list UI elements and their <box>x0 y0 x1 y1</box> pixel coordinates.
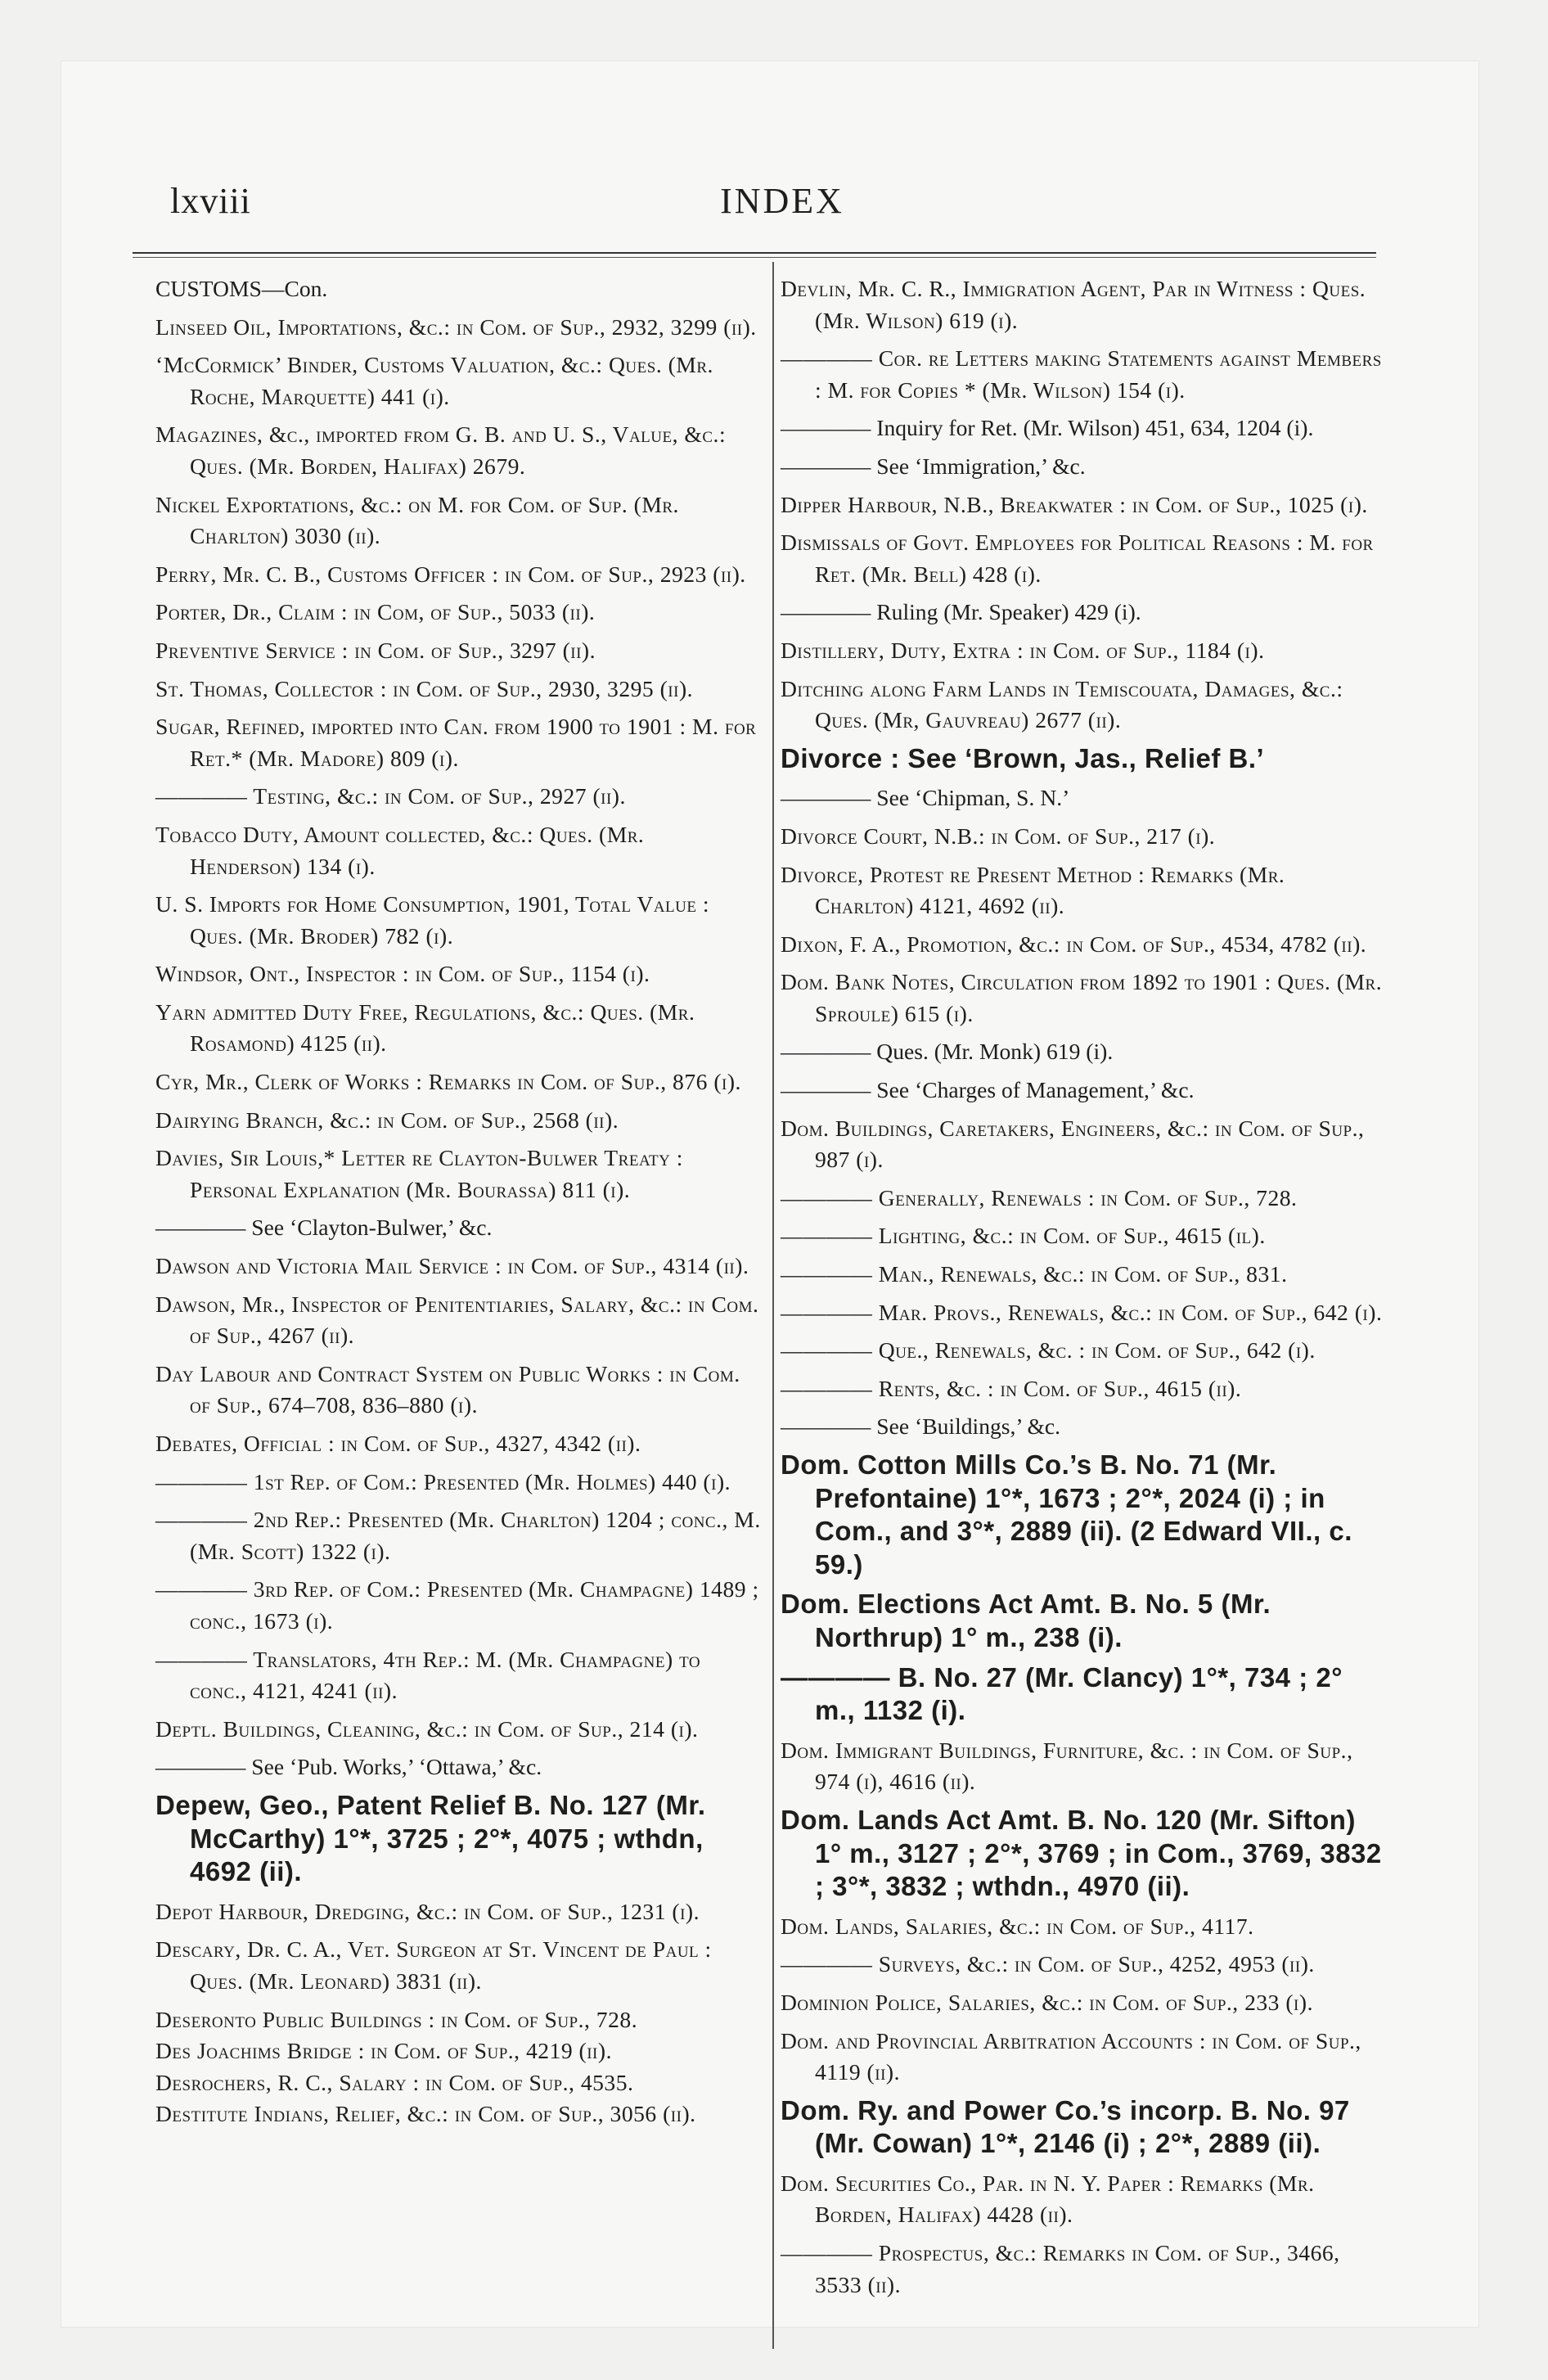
index-entry-divorce: Divorce : See ‘Brown, Jas., Relief B.’ <box>781 742 1265 773</box>
index-entry: Magazines, &c., imported from G. B. and U. S., Value, &c.: Ques. (Mr. Borden, Halifax) 2679. <box>155 421 727 479</box>
index-entry: Dipper Harbour, N.B., Breakwater : in Com. of Sup., 1025 (i). <box>781 491 1368 517</box>
index-subentry: ———— 1st Rep. of Com.: Presented (Mr. Holmes) 440 (i). <box>155 1468 731 1494</box>
index-entry: Yarn admitted Duty Free, Regulations, &c.: Ques. (Mr. Rosamond) 4125 (ii). <box>155 998 695 1057</box>
index-entry: Dawson and Victoria Mail Service : in Com. of Sup., 4314 (ii). <box>155 1253 749 1279</box>
index-entry: Linseed Oil, Importations, &c.: in Com. of Sup., 2932, 3299 (ii). <box>155 313 757 340</box>
running-title: INDEX <box>720 181 844 221</box>
index-entry: Dismissals of Govt. Employees for Political Reasons : M. for Ret. (Mr. Bell) 428 (i). <box>781 530 1374 587</box>
index-entry: Dom. Securities Co., Par. in N. Y. Paper : Remarks (Mr. Borden, Halifax) 4428 (ii). <box>781 2170 1315 2228</box>
page-header <box>170 180 1394 229</box>
index-subentry: ———— Mar. Provs., Renewals, &c.: in Com. of Sup., 642 (i). <box>781 1299 1383 1325</box>
index-subentry: ———— Surveys, &c.: in Com. of Sup., 4252, 4953 (ii). <box>781 1951 1315 1977</box>
header-rule <box>133 252 1376 254</box>
index-entry: Divorce Court, N.B.: in Com. of Sup., 217 (i). <box>781 823 1216 849</box>
index-entry: Dom. Lands, Salaries, &c.: in Com. of Sup., 4117. <box>781 1913 1254 1939</box>
index-entry: Cyr, Mr., Clerk of Works : Remarks in Com. of Sup., 876 (i). <box>155 1069 741 1095</box>
index-entry: Porter, Dr., Claim : in Com, of Sup., 5033 (ii). <box>155 599 596 625</box>
index-entry: Debates, Official : in Com. of Sup., 4327, 4342 (ii). <box>155 1431 641 1456</box>
index-entry: Depot Harbour, Dredging, &c.: in Com. of Sup., 1231 (i). <box>155 1898 700 1924</box>
index-subentry: ———— Testing, &c.: in Com. of Sup., 2927 (ii). <box>155 783 626 809</box>
index-entry-bill: Dom. Ry. and Power Co.’s incorp. B. No. 97 (Mr. Cowan) 1°*, 2146 (i) ; 2°*, 2889 (ii). <box>781 2094 1350 2159</box>
index-subentry: ———— Translators, 4th Rep.: M. (Mr. Champagne) to conc., 4121, 4241 (ii). <box>155 1646 701 1704</box>
index-entry: Dixon, F. A., Promotion, &c.: in Com. of Sup., 4534, 4782 (ii). <box>781 931 1367 957</box>
index-entry: Devlin, Mr. C. R., Immigration Agent, Par in Witness : Ques. (Mr. Wilson) 619 (i). <box>781 276 1366 333</box>
page-number: lxviii <box>170 181 251 221</box>
index-entry: Tobacco Duty, Amount collected, &c.: Ques. (Mr. Henderson) 134 (i). <box>155 821 645 879</box>
index-entry: Dom. Buildings, Caretakers, Engineers, &c.: in Com. of Sup., 987 (i). <box>781 1115 1365 1173</box>
index-entry: Divorce, Protest re Present Method : Remarks (Mr. Charlton) 4121, 4692 (ii). <box>781 861 1285 919</box>
index-entry: St. Thomas, Collector : in Com. of Sup., 2930, 3295 (ii). <box>155 675 694 701</box>
index-entry: Dawson, Mr., Inspector of Penitentiaries, Salary, &c.: in Com. of Sup., 4267 (ii). <box>155 1291 759 1349</box>
index-entry: Windsor, Ont., Inspector : in Com. of Sup., 1154 (i). <box>155 961 650 987</box>
index-subentry: ———— 3rd Rep. of Com.: Presented (Mr. Champagne) 1489 ; conc., 1673 (i). <box>155 1576 759 1634</box>
index-entry: Nickel Exportations, &c.: on M. for Com. of Sup. (Mr. Charlton) 3030 (ii). <box>155 491 679 549</box>
index-subentry: ———— See ‘Buildings,’ &c. <box>781 1413 1061 1440</box>
index-subentry: ———— Inquiry for Ret. (Mr. Wilson) 451, 634, 1204 (i). <box>781 415 1314 441</box>
index-subentry: ———— Lighting, &c.: in Com. of Sup., 4615 (il). <box>781 1223 1266 1249</box>
index-subentry: ———— 2nd Rep.: Presented (Mr. Charlton) 1204 ; conc., M. (Mr. Scott) 1322 (i). <box>155 1507 761 1564</box>
index-entry: ‘McCormick’ Binder, Customs Valuation, &c.: Ques. (Mr. Roche, Marquette) 441 (i). <box>155 352 713 409</box>
index-entry: Deptl. Buildings, Cleaning, &c.: in Com. of Sup., 214 (i). <box>155 1715 699 1742</box>
index-entry: Dom. and Provincial Arbitration Accounts : in Com. of Sup., 4119 (ii). <box>781 2027 1361 2085</box>
index-entry: Dom. Bank Notes, Circulation from 1892 to 1901 : Ques. (Mr. Sproule) 615 (i). <box>781 969 1383 1026</box>
index-entry-bill: Dom. Cotton Mills Co.’s B. No. 71 (Mr. Prefontaine) 1°*, 1673 ; 2°*, 2024 (i) ; in Com., and 3°*, 2889 (ii). (2 Edward VII., c. 59.) <box>781 1449 1352 1580</box>
index-entry-bill: Depew, Geo., Patent Relief B. No. 127 (Mr. McCarthy) 1°*, 3725 ; 2°*, 4075 ; wthdn, 4692 (ii). <box>155 1789 706 1887</box>
index-subentry: ———— Man., Renewals, &c.: in Com. of Sup., 831. <box>781 1261 1288 1287</box>
index-subentry: ———— Ruling (Mr. Speaker) 429 (i). <box>781 599 1141 625</box>
header-rule-thin <box>133 257 1376 258</box>
index-entry: Sugar, Refined, imported into Can. from 1900 to 1901 : M. for Ret.* (Mr. Madore) 809 (i). <box>155 714 757 771</box>
right-column <box>781 273 1386 2307</box>
index-subentry: ———— See ‘Pub. Works,’ ‘Ottawa,’ &c. <box>155 1754 542 1780</box>
index-entry-bill: Dom. Elections Act Amt. B. No. 5 (Mr. Northrup) 1° m., 238 (i). <box>781 1589 1271 1652</box>
index-entry: CUSTOMS—Con. <box>155 276 328 301</box>
index-entry: Davies, Sir Louis,* Letter re Clayton-Bulwer Treaty : Personal Explanation (Mr. Bourassa) 811 (i). <box>155 1145 683 1202</box>
index-subentry: ———— Prospectus, &c.: Remarks in Com. of Sup., 3466, 3533 (ii). <box>781 2240 1340 2297</box>
index-entry: Perry, Mr. C. B., Customs Officer : in Com. of Sup., 2923 (ii). <box>155 561 746 587</box>
index-entry: Desrochers, R. C., Salary : in Com. of Sup., 4535. <box>155 2069 634 2095</box>
index-entry: Descary, Dr. C. A., Vet. Surgeon at St. Vincent de Paul : Ques. (Mr. Leonard) 3831 (ii). <box>155 1936 712 1994</box>
index-entry-bill: Dom. Lands Act Amt. B. No. 120 (Mr. Sifton) 1° m., 3127 ; 2°*, 3769 ; in Com., 3769, 3832 ; 3°*, 3832 ; wthdn., 4970 (ii). <box>781 1804 1382 1902</box>
index-subentry: ———— Rents, &c. : in Com. of Sup., 4615 (ii). <box>781 1375 1242 1401</box>
index-entry: Dominion Police, Salaries, &c.: in Com. of Sup., 233 (i). <box>781 1989 1313 2015</box>
index-subentry: ———— Generally, Renewals : in Com. of Sup., 728. <box>781 1184 1298 1210</box>
index-subentry-bill: ———— B. No. 27 (Mr. Clancy) 1°*, 734 ; 2° m., 1132 (i). <box>781 1661 1343 1726</box>
index-subentry: ———— See ‘Clayton-Bulwer,’ &c. <box>155 1215 493 1241</box>
index-entry: Des Joachims Bridge : in Com. of Sup., 4219 (ii). <box>155 2038 612 2064</box>
index-subentry: ———— See ‘Charges of Management,’ &c. <box>781 1077 1195 1103</box>
index-entry: Preventive Service : in Com. of Sup., 3297 (ii). <box>155 637 596 663</box>
index-entry: U. S. Imports for Home Consumption, 1901, Total Value : Ques. (Mr. Broder) 782 (i). <box>155 891 710 949</box>
left-column <box>155 273 761 2137</box>
index-entry: Dom. Immigrant Buildings, Furniture, &c. : in Com. of Sup., 974 (i), 4616 (ii). <box>781 1737 1353 1795</box>
index-entry: Ditching along Farm Lands in Temiscouata, Damages, &c.: Ques. (Mr, Gauvreau) 2677 (ii). <box>781 675 1343 733</box>
index-subentry: ———— See ‘Immigration,’ &c. <box>781 453 1086 479</box>
column-divider <box>772 262 774 2349</box>
index-entry: Distillery, Duty, Extra : in Com. of Sup., 1184 (i). <box>781 637 1265 663</box>
index-entry: Dairying Branch, &c.: in Com. of Sup., 2568 (ii). <box>155 1107 619 1133</box>
index-subentry: ———— Que., Renewals, &c. : in Com. of Sup., 642 (i). <box>781 1337 1316 1364</box>
index-subentry: ———— Cor. re Letters making Statements against Members : M. for Copies * (Mr. Wilson) 154 (i). <box>781 345 1382 403</box>
index-subentry: ———— Ques. (Mr. Monk) 619 (i). <box>781 1039 1114 1065</box>
index-entry: Day Labour and Contract System on Public Works : in Com. of Sup., 674–708, 836–880 (i). <box>155 1360 740 1418</box>
index-entry: Deseronto Public Buildings : in Com. of Sup., 728. <box>155 2006 638 2032</box>
index-entry: Destitute Indians, Relief, &c.: in Com. of Sup., 3056 (ii). <box>155 2101 696 2127</box>
index-subentry: ———— See ‘Chipman, S. N.’ <box>781 785 1070 811</box>
